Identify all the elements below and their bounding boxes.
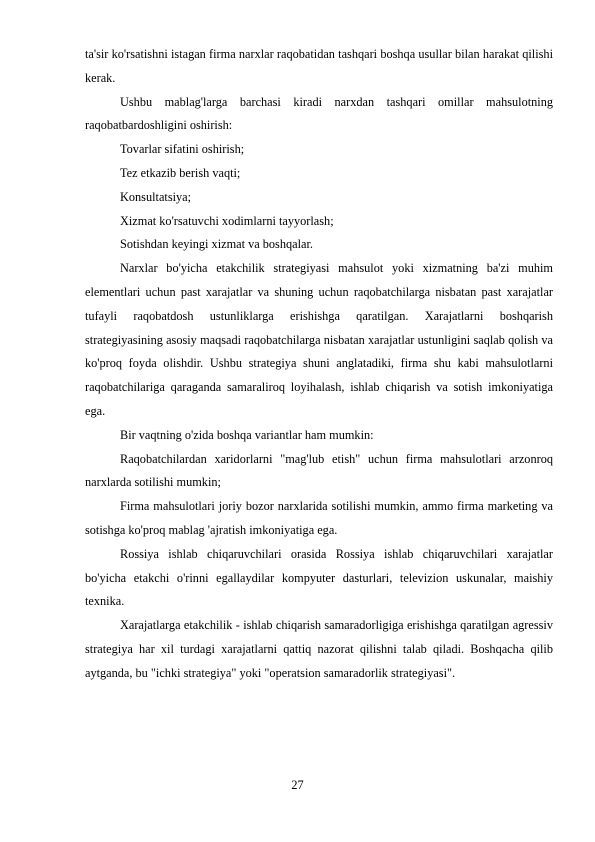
paragraph: Konsultatsiya;	[120, 189, 192, 204]
paragraph: Rossiya ishlab chiqaruvchilari orasida Rossiya ishlab chiqaruvchilari xarajatlar bo'yicha etakchi o'rinni egallaydilar kompyuter dasturlari, televizion uskunalar, maishiy texnika.	[85, 546, 553, 609]
paragraph: Raqobatchilardan xaridorlarni "mag'lub etish" uchun firma mahsulotlari arzonroq narxlarda sotilishi mumkin;	[85, 451, 553, 490]
body-text	[85, 43, 553, 686]
page-number: 27	[291, 778, 304, 792]
paragraph: Sotishdan keyingi xizmat va boshqalar.	[120, 237, 313, 252]
paragraph: Firma mahsulotlari joriy bozor narxlarida sotilishi mumkin, ammo firma marketing va sotishga ko'proq mablag 'ajratish imkoniyatiga ega.	[85, 499, 553, 537]
paragraph: Narxlar bo'yicha etakchilik strategiyasi mahsulot yoki xizmatning ba'zi muhim elementlari uchun past xarajatlar va shuning uchun raqobatchilarga nisbatan past xarajatlar tufayli raqobatdosh ustunliklarga erishishga qaratilgan. Xarajatlarni boshqarish strategiyasining asosiy maqsadi raqobatchilarga nisbatan xarajatlar ustunligini saqlab qolish va ko'proq foyda olishdir. Ushbu strategiya shuni anglatadiki, firma shu kabi mahsulotlarni raqobatchilariga qaraganda samaraliroq loyihalash, ishlab chiqarish va sotish imkoniyatiga ega.	[85, 261, 553, 418]
paragraph: Xarajatlarga etakchilik - ishlab chiqarish samaradorligiga erishishga qaratilgan agressiv strategiya har xil turdagi xarajatlarni qattiq nazorat qilishni talab qiladi. Boshqacha qilib aytganda, bu "ichki strategiya" yoki "operatsion samaradorlik strategiyasi".	[85, 618, 553, 680]
paragraph: ta'sir ko'rsatishni istagan firma narxlar raqobatidan tashqari boshqa usullar bilan harakat qilishi kerak.	[85, 47, 553, 85]
paragraph: Bir vaqtning o'zida boshqa variantlar ham mumkin:	[120, 427, 374, 442]
paragraph: Xizmat ko'rsatuvchi xodimlarni tayyorlash;	[120, 213, 334, 228]
paragraph: Tovarlar sifatini oshirish;	[120, 142, 245, 157]
paragraph: Tez etkazib berish vaqti;	[120, 165, 241, 180]
paragraph: Ushbu mablag'larga barchasi kiradi narxdan tashqari omillar mahsulotning raqobatbardoshligini oshirish:	[85, 94, 553, 133]
